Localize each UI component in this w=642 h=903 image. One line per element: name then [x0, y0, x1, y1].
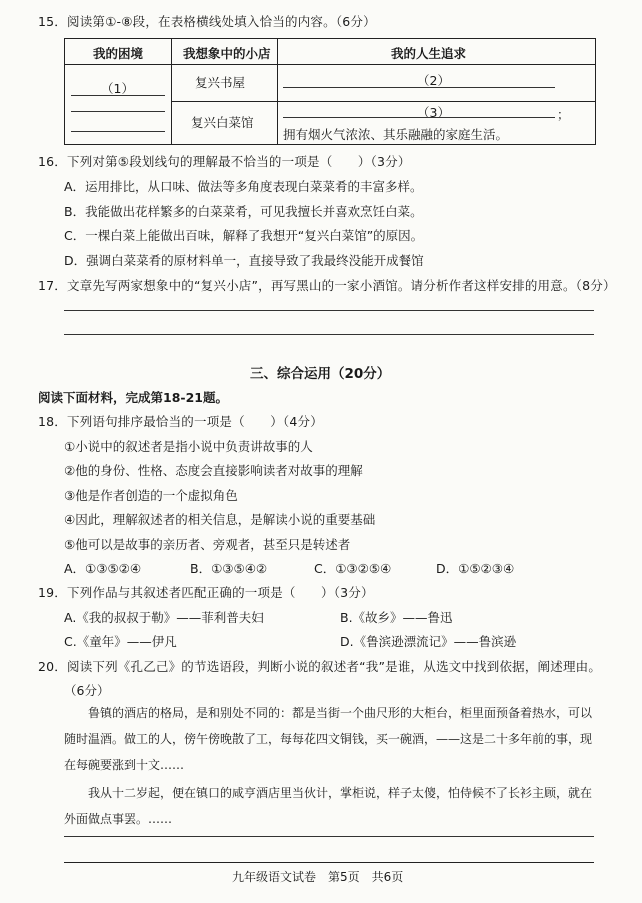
- blank-2-label: （2）: [417, 73, 450, 88]
- footer-rule: [64, 862, 594, 863]
- table-divider: [277, 39, 278, 144]
- semicolon: ；: [557, 107, 570, 122]
- q18-sentence-5: ⑤他可以是故事的亲历者、旁观者，甚至只是转述者: [64, 537, 351, 552]
- page-footer: 九年级语文试卷 第5页 共6页: [232, 870, 404, 884]
- q16-option-a[interactable]: A．运用排比，从口味、做法等多角度表现白菜菜肴的丰富多样。: [64, 179, 423, 194]
- q16-option-c[interactable]: C．一棵白菜上能做出百味，解释了我想开“复兴白菜馆”的原因。: [64, 228, 424, 243]
- q20-stem: 20．阅读下列《孔乙己》的节选语段，判断小说的叙述者“我”是谁，从选文中找到依据，阐述理由。: [38, 659, 602, 674]
- q18-sentence-3: ③他是作者创造的一个虚拟角色: [64, 488, 238, 503]
- q15-stem: 15．阅读第①-⑧段，在表格横线处填入恰当的内容。（6分）: [38, 14, 376, 29]
- q19-option-c[interactable]: C.《童年》——伊凡: [64, 634, 177, 649]
- table-divider: [171, 101, 595, 102]
- blank-2-line[interactable]: [283, 87, 555, 88]
- q19-option-d[interactable]: D.《鲁滨逊漂流记》——鲁滨逊: [340, 634, 517, 649]
- q19-stem: 19．下列作品与其叙述者匹配正确的一项是（ ）（3分）: [38, 585, 374, 600]
- shop-fuxing-cabbage: 复兴白菜馆: [191, 115, 254, 130]
- q18-option-d[interactable]: D．①⑤②③④: [436, 561, 515, 576]
- q17-answer-line[interactable]: [64, 334, 594, 335]
- q18-option-a[interactable]: A．①③⑤②④: [64, 561, 142, 576]
- q18-stem: 18．下列语句排序最恰当的一项是（ ）（4分）: [38, 414, 323, 429]
- q18-sentence-4: ④因此，理解叙述者的相关信息，是解读小说的重要基础: [64, 512, 376, 527]
- q18-option-b[interactable]: B．①③⑤④②: [190, 561, 268, 576]
- q17-stem: 17．文章先写两家想象中的“复兴小店”，再写黑山的一家小酒馆。请分析作者这样安排的用意。（8分）: [38, 278, 616, 293]
- blank-1-line[interactable]: [71, 111, 165, 112]
- q20-score: （6分）: [64, 683, 110, 698]
- q20-answer-line[interactable]: [64, 836, 594, 837]
- blank-1-label: （1）: [101, 81, 134, 96]
- pursuit-tail: 拥有烟火气浓浓、其乐融融的家庭生活。: [283, 127, 509, 142]
- blank-3-label: （3）: [417, 105, 450, 120]
- q20-passage-2: 我从十二岁起，便在镇口的咸亨酒店里当伙计，掌柜说，样子太傻，怕侍候不了长衫主顾，就在外面做点事罢。……: [64, 786, 593, 826]
- q19-option-b[interactable]: B.《故乡》——鲁迅: [340, 610, 453, 625]
- blank-1-line[interactable]: [71, 95, 165, 96]
- section-3-instruction: 阅读下面材料，完成第18-21题。: [38, 390, 228, 405]
- header-dilemma: 我的困境: [93, 46, 144, 61]
- header-life-pursuit: 我的人生追求: [391, 46, 467, 61]
- blank-1-line[interactable]: [71, 131, 165, 132]
- section-3-title: 三、综合运用（20分）: [250, 366, 391, 382]
- q16-stem: 16．下列对第⑤段划线句的理解最不恰当的一项是（ ）（3分）: [38, 154, 411, 169]
- q16-option-b[interactable]: B．我能做出花样繁多的白菜菜肴，可见我擅长并喜欢烹饪白菜。: [64, 204, 423, 219]
- q18-sentence-2: ②他的身份、性格、态度会直接影响读者对故事的理解: [64, 463, 363, 478]
- header-imagined-shop: 我想象中的小店: [183, 46, 271, 61]
- shop-fuxing-bookstore: 复兴书屋: [195, 75, 246, 90]
- q20-passage-1: 鲁镇的酒店的格局，是和别处不同的：都是当街一个曲尺形的大柜台，柜里面预备着热水，可以随时温酒。做工的人，傍午傍晚散了工，每每花四文铜钱，买一碗酒，——这是二十多年前的事，现在每碗要涨到十文……: [64, 706, 593, 772]
- q18-option-c[interactable]: C．①③②⑤④: [314, 561, 392, 576]
- table-divider: [171, 39, 172, 144]
- table-divider: [65, 64, 595, 65]
- q18-sentence-1: ①小说中的叙述者是指小说中负责讲故事的人: [64, 439, 313, 454]
- q16-option-d[interactable]: D．强调白菜菜肴的原材料单一，直接导致了我最终没能开成餐馆: [64, 253, 424, 268]
- q15-table: [64, 38, 596, 145]
- blank-3-line[interactable]: [283, 117, 555, 118]
- q17-answer-line[interactable]: [64, 310, 594, 311]
- q19-option-a[interactable]: A.《我的叔叔于勒》——菲利普夫妇: [64, 610, 264, 625]
